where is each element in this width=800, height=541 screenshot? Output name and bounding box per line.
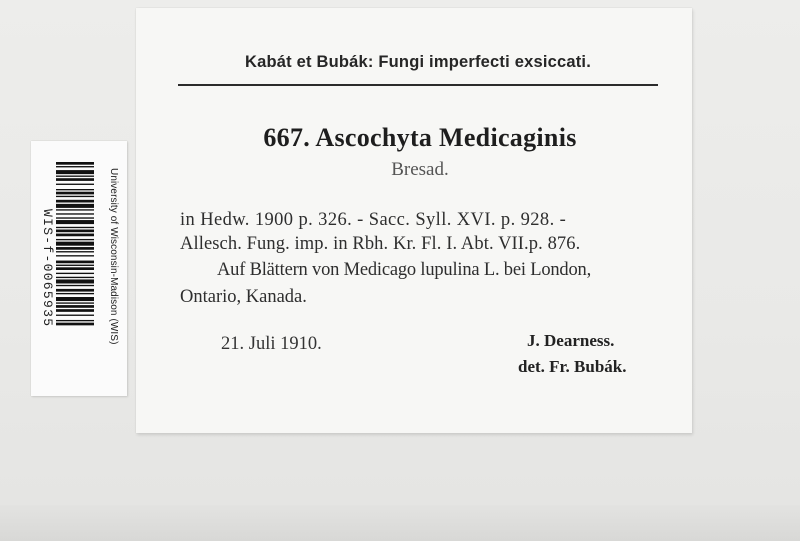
collection-date: 21. Juli 1910.: [221, 334, 322, 354]
barcode-bar: [56, 279, 94, 283]
barcode-bar: [56, 189, 94, 190]
barcode-bar: [56, 213, 94, 214]
barcode-bar: [56, 265, 94, 266]
barcode-bar: [56, 297, 94, 301]
institution-name: University of Wisconsin-Madison (WIS): [108, 168, 119, 345]
barcode-bar: [56, 176, 94, 177]
barcode-bar: [56, 247, 94, 250]
barcode-bar: [56, 255, 94, 256]
barcode-bar: [56, 315, 94, 316]
barcode-bar: [56, 323, 94, 326]
barcode-bar: [56, 289, 94, 292]
barcode-bar: [56, 273, 94, 274]
barcode-bar: [56, 192, 94, 195]
barcode-bar: [56, 302, 94, 303]
barcode-bar: [56, 220, 94, 224]
barcode-bar: [56, 178, 94, 181]
collector-name: J. Dearness.: [527, 331, 615, 350]
series-header: Kabát et Bubák: Fungi imperfecti exsiccati.: [244, 53, 592, 71]
barcode-bar: [56, 320, 94, 321]
barcode: [56, 162, 94, 374]
locality-line-2: Ontario, Kanada.: [180, 287, 307, 307]
determiner-name: det. Fr. Bubák.: [518, 357, 627, 376]
barcode-bar: [56, 234, 94, 237]
barcode-bar: [56, 305, 94, 308]
barcode-bar: [56, 196, 94, 197]
sheet-bottom-edge: [0, 505, 800, 541]
citation-line-1: in Hedw. 1900 p. 326. - Sacc. Syll. XVI. p. 928. -: [180, 210, 567, 230]
barcode-bar: [56, 184, 94, 185]
barcode-bar: [56, 309, 94, 312]
barcode-bar: [56, 251, 94, 252]
species-title: 667. Ascochyta Medicaginis: [263, 123, 577, 152]
barcode-bar: [56, 267, 94, 270]
barcode-bar: [56, 239, 94, 240]
citation-line-2: Allesch. Fung. imp. in Rbh. Kr. Fl. I. Abt. VII.p. 876.: [180, 234, 581, 254]
barcode-bar: [56, 209, 94, 210]
barcode-bar: [56, 293, 94, 294]
barcode-bar: [56, 204, 94, 208]
barcode-bar: [56, 261, 94, 264]
header-rule: [178, 84, 658, 86]
barcode-bar: [56, 277, 94, 278]
barcode-bar: [56, 170, 94, 174]
barcode-bar: [56, 230, 94, 233]
barcode-bar: [56, 285, 94, 286]
barcode-bar: [56, 166, 94, 167]
species-author: Bresad.: [391, 159, 449, 180]
locality-line-1: Auf Blättern von Medicago lupulina L. bei London,: [217, 260, 591, 280]
barcode-bar: [56, 217, 94, 218]
catalog-number: WIS-f-0065935: [40, 208, 55, 328]
barcode-bar: [56, 200, 94, 203]
barcode-bar: [56, 162, 94, 165]
barcode-bar: [56, 242, 94, 246]
barcode-bar: [56, 227, 94, 228]
